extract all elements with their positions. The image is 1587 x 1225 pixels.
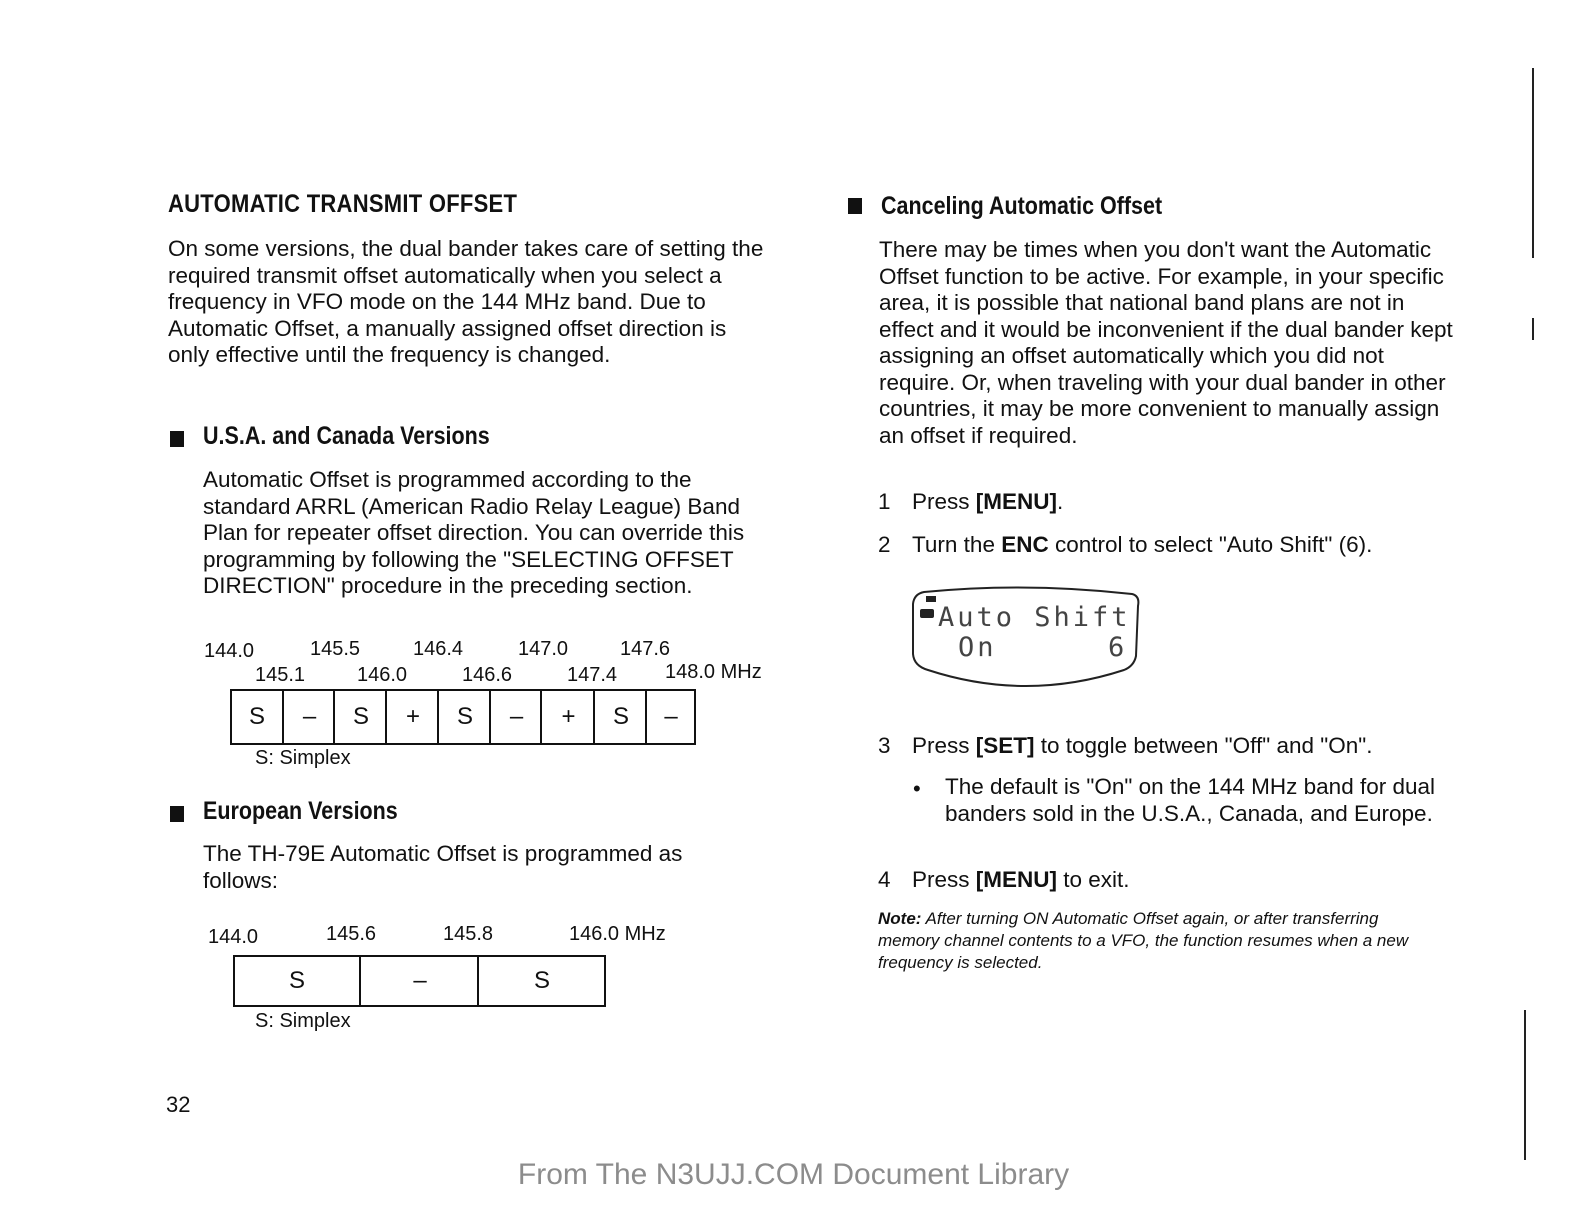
lcd-line-1: Auto Shift: [938, 602, 1131, 633]
step-text: .: [1057, 489, 1064, 514]
band-cell: S: [288, 967, 305, 994]
band-cell: S: [333, 691, 387, 743]
band-cell: +: [540, 691, 595, 743]
bullet-square-icon: [848, 198, 862, 214]
freq-label: 145.6: [326, 923, 377, 945]
band-cell: –: [359, 957, 479, 1005]
simplex-legend: S: Simplex: [255, 747, 351, 769]
step-text: Press: [912, 867, 976, 892]
bullet-square-icon: [170, 431, 184, 447]
freq-label: 144.0: [204, 640, 255, 662]
lcd-display: [910, 584, 1142, 694]
note-label: Note:: [878, 909, 922, 928]
step-text: control to select "Auto Shift" (6).: [1048, 532, 1373, 557]
step-text: to exit.: [1057, 867, 1130, 892]
step-text: Press: [912, 489, 976, 514]
band-cell: –: [645, 691, 695, 743]
freq-label: 147.6: [620, 638, 671, 660]
freq-label: 146.0: [357, 664, 408, 686]
key-label: [MENU]: [975, 867, 1057, 892]
eu-paragraph: The TH-79E Automatic Offset is programmed as follows:: [203, 841, 683, 893]
key-label: ENC: [1001, 532, 1049, 557]
step-text: Turn the: [912, 532, 1002, 557]
step-text: to toggle between "Off" and "On".: [1034, 733, 1373, 758]
usa-heading: U.S.A. and Canada Versions: [203, 422, 490, 450]
eu-band-bar: [233, 955, 606, 1007]
note-text: After turning ON Automatic Offset again, or after transferring memory channel contents to a VFO, the function resumes when a new frequency is selected.: [878, 909, 1409, 972]
step-number: 2: [878, 532, 891, 557]
step-item: [878, 867, 1438, 895]
default-note: The default is "On" on the 144 MHz band for dual banders sold in the U.S.A., Canada, and Europe.: [945, 774, 1436, 826]
usa-paragraph: Automatic Offset is programmed according to the standard ARRL (American Radio Relay League) Band Plan for repeater offset direction. You can override this programming by following the "SELECTING OFFSET DIRECTION" procedure in the preceding section.: [203, 467, 745, 598]
step-number: 3: [878, 733, 891, 758]
band-cell: S: [248, 703, 265, 730]
band-cell: S: [593, 691, 647, 743]
scan-edge-line: [1532, 318, 1534, 340]
step-text: Press: [912, 733, 976, 758]
bullet-dot-icon: •: [913, 776, 921, 801]
lcd-line-2-index: 6: [1108, 632, 1128, 663]
note-block: [878, 908, 1438, 974]
freq-label: 145.5: [310, 638, 361, 660]
step-item: [878, 489, 1438, 517]
freq-label: 148.0 MHz: [665, 661, 762, 683]
freq-label: 147.4: [567, 664, 618, 686]
footer-watermark: From The N3UJJ.COM Document Library: [517, 1158, 1070, 1191]
key-label: [MENU]: [975, 489, 1057, 514]
section-title: AUTOMATIC TRANSMIT OFFSET: [168, 190, 518, 218]
scan-edge-line: [1532, 68, 1534, 258]
band-cell: –: [282, 691, 335, 743]
freq-label: 146.4: [413, 638, 464, 660]
canceling-paragraph: There may be times when you don't want the Automatic Offset function to be active. For example, in your specific area, it is possible that national band plans are not in effect and it would be inconvenient if the dual bander kept assigning an offset automatically which you did not require. Or, when traveling with your dual bander in other countries, it may be more convenient to manually assign an offset if required.: [879, 237, 1453, 448]
freq-label: 145.1: [255, 664, 306, 686]
step-number: 4: [878, 867, 891, 892]
freq-label: 145.8: [443, 923, 494, 945]
simplex-legend: S: Simplex: [255, 1010, 351, 1032]
page-number: 32: [166, 1092, 191, 1117]
lcd-line-2-value: On: [958, 632, 997, 663]
scan-edge-line: [1524, 1010, 1526, 1160]
key-label: [SET]: [975, 733, 1035, 758]
step-item: [878, 733, 1458, 761]
freq-label: 144.0: [208, 926, 259, 948]
step-item: [878, 532, 1458, 560]
freq-label: 146.6: [462, 664, 513, 686]
freq-label: 147.0: [518, 638, 569, 660]
freq-label: 146.0 MHz: [569, 923, 666, 945]
band-cell: +: [385, 691, 439, 743]
intro-paragraph: On some versions, the dual bander takes care of setting the required transmit offset automatically when you select a frequency in VFO mode on the 144 MHz band. Due to Automatic Offset, a manually assigned offset direction is only effective until the frequency is changed.: [168, 236, 764, 367]
band-cell: S: [437, 691, 491, 743]
eu-heading: European Versions: [203, 797, 398, 825]
band-cell: –: [489, 691, 542, 743]
canceling-heading: Canceling Automatic Offset: [881, 192, 1163, 220]
band-cell: S: [477, 957, 605, 1005]
bullet-square-icon: [170, 806, 184, 822]
usa-band-bar: [230, 689, 696, 745]
step-number: 1: [878, 489, 891, 514]
